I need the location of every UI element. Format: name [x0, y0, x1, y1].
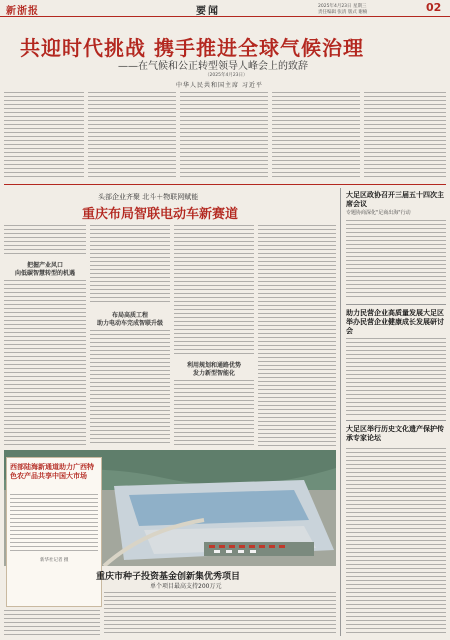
seed-subtitle: 单个项目最高支持200万元 [150, 583, 222, 590]
issue-editor: 责任编辑 张清 版式 谢楠 [318, 10, 368, 15]
photo-caption-body [10, 494, 98, 554]
lead-subheadline: ——在气候和公正转型领导人峰会上的致辞 [118, 61, 308, 72]
lead-body-col5 [364, 92, 446, 180]
cq-body-e [174, 225, 254, 355]
cq-sub2: 布局高质工程 [111, 312, 148, 319]
issue-date: 2025年4月23日 星期三 [318, 4, 367, 9]
lead-body-col2 [88, 92, 176, 180]
right-item1-title: 大足区政协召开三届五十四次主席会议 [346, 190, 444, 208]
cq-body-g [258, 225, 336, 446]
cq-body-f [174, 380, 254, 446]
right-divider-1 [346, 304, 446, 305]
cq-sub3: 利用规划和通路优势 [186, 362, 241, 369]
left-bottom-body [4, 610, 100, 636]
lead-headline: 共迎时代挑战 携手推进全球气候治理 [20, 36, 364, 60]
photo-credit: 新华社记者 摄 [40, 558, 69, 563]
right-item3-title: 大足区举行历史文化遗产保护传承专家论坛 [346, 424, 444, 442]
section-title: 要闻 [196, 6, 220, 17]
cq-kicker: 头部企业齐聚 北斗＋物联网赋能 [98, 193, 199, 201]
lead-body-col3 [180, 92, 268, 180]
right-item3-body [346, 448, 446, 636]
cq-sub1: 把握产业风口 [26, 262, 63, 269]
page-number: 02 [426, 1, 442, 14]
column-divider [340, 188, 341, 636]
cq-body-c [90, 225, 170, 305]
cq-title: 重庆布局智联电动车新赛道 [82, 207, 239, 222]
cq-sub1b: 向低碳智慧转型的机遇 [14, 270, 75, 277]
right-divider-2 [346, 420, 446, 421]
issue-info [318, 4, 428, 16]
lead-body-col1 [4, 92, 84, 180]
cq-sub2b: 助力电动车完成智联升级 [96, 320, 163, 327]
newspaper-logo: 新浙报 [6, 6, 39, 17]
lead-author: 中华人民共和国主席 习近平 [176, 82, 263, 89]
cq-body-a [4, 225, 86, 257]
cq-sub3b: 发力新型智能化 [192, 370, 235, 377]
right-item1-body [346, 220, 446, 300]
right-item2-body [346, 338, 446, 416]
cq-body-b [4, 280, 86, 446]
photo-title: 西部陆海新通道助力广西特色农产品共享中国大市场 [10, 462, 94, 480]
seed-body [104, 592, 336, 636]
lead-dateline: （2025年4月23日） [205, 73, 248, 78]
right-item1-sub: 专题协商深化"足商出海"行动 [346, 210, 411, 216]
lead-body-col4 [272, 92, 360, 180]
lead-divider [4, 184, 446, 185]
cq-body-d [90, 330, 170, 446]
right-item2-title: 助力民营企业高质量发展大足区举办民营企业健康成长发展研讨会 [346, 308, 444, 335]
seed-title: 重庆市种子投资基金创新集优秀项目 [96, 572, 241, 582]
